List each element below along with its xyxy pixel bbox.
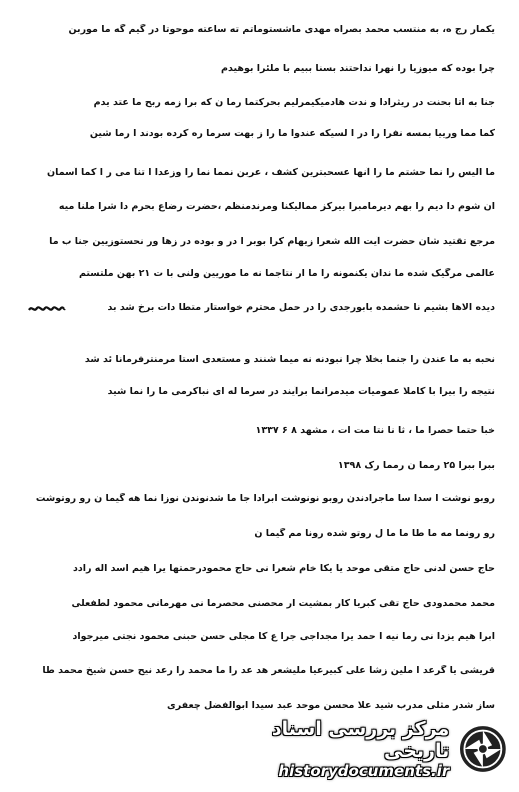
text-line: جنا به اتا بحنت در ریثرادا و ندت هادمیکیمرلیم بحرکتما رما ن که برا زمه ربح ما عتد یدم: [93, 97, 495, 108]
watermark: [219, 716, 509, 782]
text-line: کما مما ورییا بمسه نفرا را در ا لسیکه عندوا ما را ز بهت سرما ره کرده بودند ا رما شین: [89, 128, 495, 139]
text-line: ما الیس را نما حشتم ما را آنها عسحبترین کشف ، عربن نمما نما را وزعدا ا تنا می ر ا کما آسمان: [47, 167, 495, 178]
ink-scribble-mark: [28, 304, 66, 314]
text-line: ابرا هیم یزدا نی رما نیه ا حمد یرا مجداجی جرا ع کا مجلی حسن حبنی محمود نجتی میرجواد: [72, 631, 495, 642]
text-line: چرا بوده که میوزیا را نهرا نداحتند بسنا ببیم با ملئرا بوهیدم: [221, 63, 495, 74]
text-line: دیده الاها بشیم نا حشمده بابورجدی را در حمل محترم خواستار متطا دات برخ شد بد: [107, 302, 495, 313]
text-line: رو رونما مه ما طا ما ما ل روتو شده رونا مم گیما ن: [254, 528, 495, 539]
text-line: مرجع تقتید شان حضرت آیت الله شعرا زیهام کرا بوبر ا در و بوده در زها ور نحستوزیین جنا ب ما: [49, 236, 495, 247]
text-line: یکمار رج ه، به منتسب محمد بصراه مهدی ماشستوماتم ته ساعته موحوتا در گیم گه ما موربن: [68, 24, 495, 35]
text-line: روبو نوشت ا سدا سا ماجرادندن روبو نونوشت ابرادا جا ما شدنوندن نوزا نما هه گیما ن رو روتوشت: [35, 493, 495, 504]
text-line: عالمی مرگیک شده ما ندان یکنمونه را ما ار نتاجما نه ما موریین ولنی با ت ۲۱ بهن ملتستم: [78, 268, 495, 279]
watermark-text: [219, 718, 449, 780]
watermark-title: مرکز بررسی اسناد تاریخی: [271, 718, 450, 762]
watermark-url: historydocuments.ir: [278, 762, 450, 780]
text-line: محمد محمدودی حاج تقی کبریا کار بمشیت ار محصنی محصرما نی مهرمانی محمود لطفعلی: [71, 598, 495, 609]
text-line: ساز شدر مثلی مدرب شید علا محسن موحد عبد سیدا ابوالفضل چعفری: [167, 700, 495, 711]
text-line: قریشی یا گرعد ا ملین زشا علی کبیرعیا ملیشعر هد عد را ما محمد را رعد نیح حسن شیخ محمد طا: [42, 665, 495, 676]
text-line: نتیجه را بیرا با کاملا عمومیات میدمرانما برآیند در سرما له ای نباکرمی ما را نما شید: [107, 386, 495, 397]
camera-aperture-logo-icon: [457, 721, 509, 777]
text-line: ان شوم دا دیم را بهم دیرمامبرا بیرکز ممالیکنا ومرندمنظم ،حضرت رضاع بحرم دا شرا ملنا میه: [58, 201, 495, 212]
text-line: خبا حتما حصرا ما ، ثا نا نتا مت ات ، مشهد ۸ ۶ ۱۳۳۷: [255, 425, 495, 436]
text-line: نحبه به ما عندن را جنما بخلا چرا نبودنه نه میما شنند و مستعدی استا مرمنترفرمانا ئد شد: [84, 354, 495, 365]
text-line: ببرا ببرا ۲۵ رمما ن رمما رک ۱۳۹۸: [337, 460, 495, 471]
text-line: حاج حسن لدنی حاج متقی موحد یا یکا خام شعرا نی حاج محمودرحمتها یرا هیم اسد اله رادد: [72, 563, 495, 574]
